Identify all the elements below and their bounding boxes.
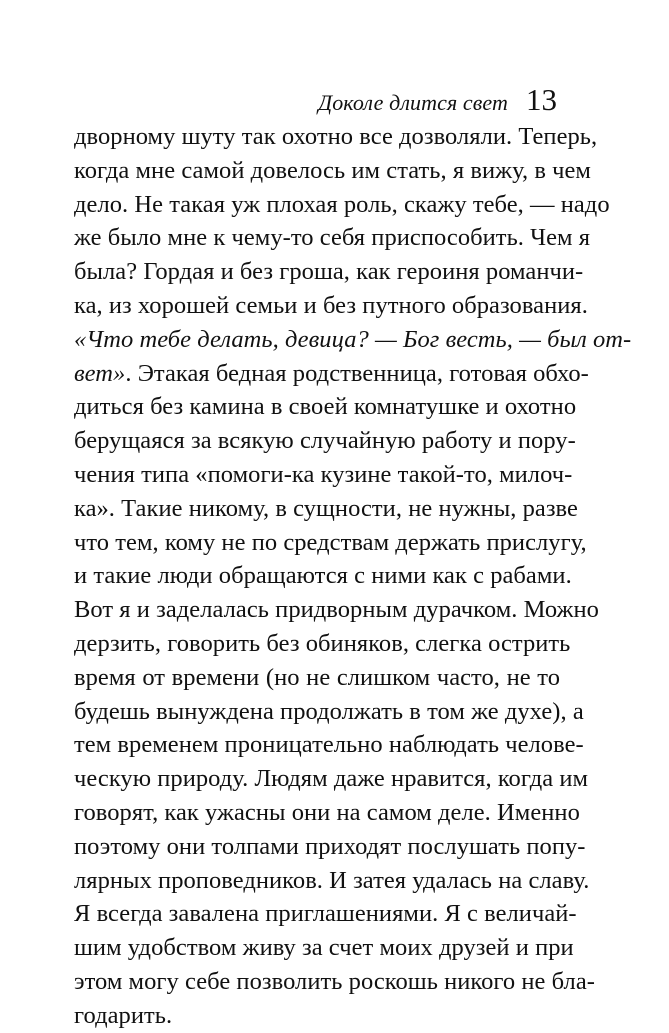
text-line bbox=[74, 323, 632, 357]
body-text bbox=[74, 120, 632, 1033]
text-segment: . Этакая бедная родственница, готовая обхо- bbox=[125, 359, 589, 387]
text-line: что тем, кому не по средствам держать прислугу, bbox=[74, 528, 587, 556]
text-line: была? Гордая и без гроша, как героиня романчи- bbox=[74, 258, 584, 286]
text-line: этом могу себе позволить роскошь никого не бла- bbox=[74, 967, 595, 995]
text-line: Вот я и заделалась придворным дурачком. Можно bbox=[74, 596, 599, 624]
italic-quote: «Что тебе делать, девица? — Бог весть, — был от- bbox=[74, 325, 632, 353]
text-line: когда мне самой довелось им стать, я вижу, в чем bbox=[74, 156, 591, 184]
running-head bbox=[318, 84, 557, 116]
text-line: ческую природу. Людям даже нравится, когда им bbox=[74, 765, 589, 793]
text-line: годарить. bbox=[74, 1001, 173, 1029]
text-line: же было мне к чему-то себя приспособить. Чем я bbox=[74, 224, 591, 252]
text-line: берущаяся за всякую случайную работу и пору- bbox=[74, 427, 576, 455]
text-line: Я всегда завалена приглашениями. Я с величай- bbox=[74, 900, 577, 928]
text-line: ка, из хорошей семьи и без путного образования. bbox=[74, 291, 588, 319]
running-title: Доколе длится свет bbox=[318, 90, 508, 115]
text-line: будешь вынуждена продолжать в том же духе), а bbox=[74, 697, 584, 725]
text-line: и такие люди обращаются с ними как с рабами. bbox=[74, 562, 572, 590]
text-line: шим удобством живу за счет моих друзей и при bbox=[74, 934, 574, 962]
text-line: лярных проповедников. И затея удалась на славу. bbox=[74, 866, 590, 894]
page-number: 13 bbox=[526, 82, 557, 117]
italic-quote: вет» bbox=[74, 359, 126, 387]
text-line: дело. Не такая уж плохая роль, скажу тебе, — надо bbox=[74, 190, 610, 218]
text-line bbox=[74, 357, 589, 391]
text-line: диться без камина в своей комнатушке и охотно bbox=[74, 393, 577, 421]
text-line: тем временем проницательно наблюдать челове- bbox=[74, 731, 584, 759]
text-line: чения типа «помоги-ка кузине такой-то, милоч- bbox=[74, 460, 573, 488]
text-line: дворному шуту так охотно все дозволяли. Теперь, bbox=[74, 123, 598, 150]
text-line: поэтому они толпами приходят послушать попу- bbox=[74, 832, 586, 860]
text-line: говорят, как ужасны они на самом деле. Именно bbox=[74, 798, 580, 826]
text-line: ка». Такие никому, в сущности, не нужны, разве bbox=[74, 494, 578, 522]
text-line: время от времени (но не слишком часто, не то bbox=[74, 663, 560, 691]
text-line: дерзить, говорить без обиняков, слегка острить bbox=[74, 629, 571, 657]
